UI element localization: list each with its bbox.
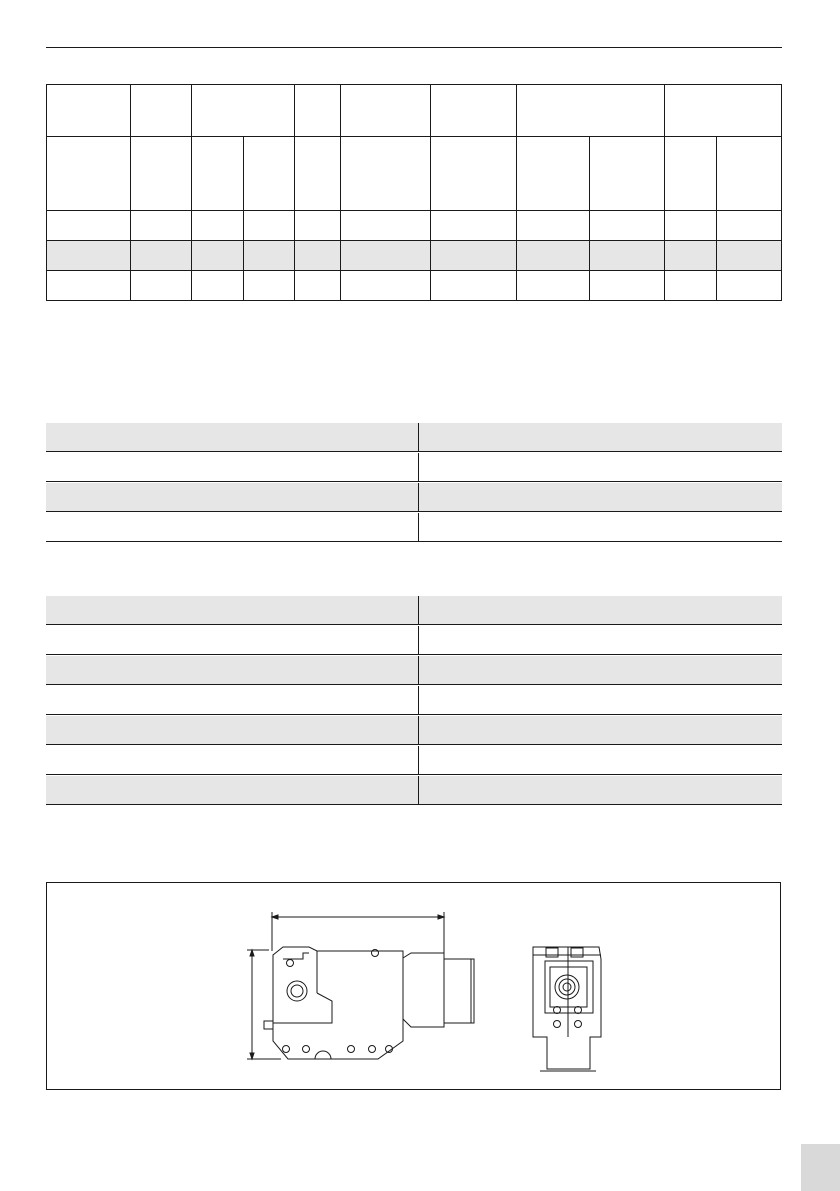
spec-table — [46, 84, 782, 301]
table-row — [46, 656, 782, 685]
table-divider — [418, 656, 419, 685]
spec-table-rule — [46, 84, 782, 85]
table-divider — [418, 596, 419, 625]
table-divider — [418, 686, 419, 715]
spec-table-rule — [46, 240, 782, 241]
table-divider — [418, 776, 419, 805]
spec-table-rule — [46, 300, 782, 301]
table-row — [46, 596, 782, 625]
table-row — [46, 716, 782, 745]
spec-table-rule — [340, 84, 341, 301]
table-divider — [418, 513, 419, 542]
table-divider — [418, 423, 419, 452]
table-divider — [418, 716, 419, 745]
spec-table-rule — [46, 210, 782, 211]
table-row — [46, 483, 782, 512]
spec-table-rule — [716, 136, 717, 301]
sensor-drawing-svg — [47, 883, 782, 1091]
table-divider — [418, 746, 419, 775]
spec-table-rule — [294, 84, 295, 301]
table-divider — [418, 483, 419, 512]
table-row — [46, 453, 782, 482]
spec-table-rule — [664, 84, 665, 301]
spec-table-rule — [781, 84, 782, 301]
table-row — [46, 686, 782, 715]
spec-table-rule — [243, 136, 244, 301]
dimension-drawing — [46, 882, 781, 1090]
top-dimension-line — [272, 912, 444, 961]
table-row — [46, 746, 782, 775]
table-a — [46, 423, 782, 543]
side-view — [264, 947, 474, 1059]
spec-table-rule — [46, 136, 782, 137]
spec-table-rule — [516, 84, 517, 301]
front-view — [533, 947, 601, 1071]
table-divider — [418, 626, 419, 655]
spec-table-rule — [589, 136, 590, 301]
height-dimension-line — [247, 950, 281, 1059]
table-row — [46, 776, 782, 805]
table-b — [46, 596, 782, 808]
table-row — [46, 513, 782, 542]
table-divider — [418, 453, 419, 482]
spec-table-rule — [430, 84, 431, 301]
spec-table-rule — [130, 84, 131, 301]
spec-table-shaded-row — [46, 240, 782, 270]
table-row — [46, 626, 782, 655]
spec-table-rule — [191, 84, 192, 301]
table-row — [46, 423, 782, 452]
spec-table-rule — [46, 270, 782, 271]
page-tab — [801, 1144, 840, 1191]
header-rule — [46, 47, 782, 48]
spec-table-rule — [46, 84, 47, 301]
